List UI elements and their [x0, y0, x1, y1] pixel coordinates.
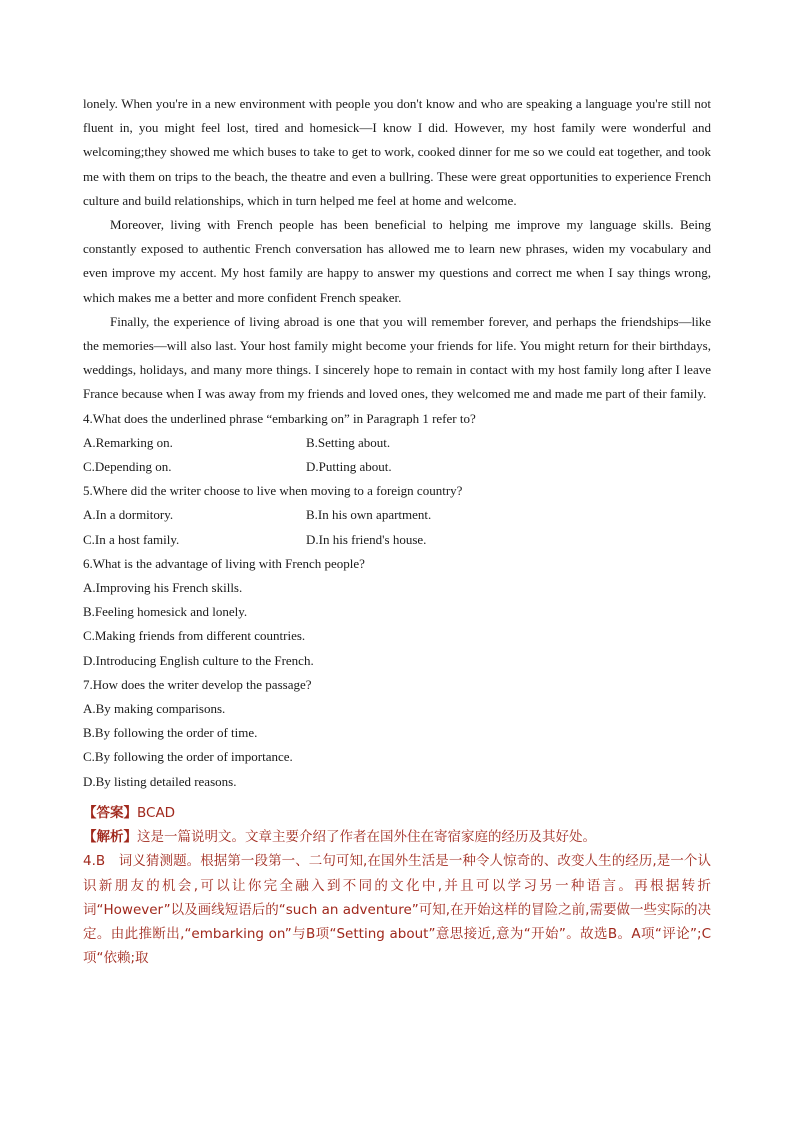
options-row — [83, 455, 711, 479]
analysis-label: 【解析】 — [83, 829, 137, 846]
option-b: B.By following the order of time. — [83, 725, 258, 741]
option-d: D.In his friend's house. — [306, 531, 427, 547]
question-stem: 4.What does the underlined phrase “embarking on” in Paragraph 1 refer to? — [83, 410, 476, 426]
passage-paragraph-2: Moreover, living with French people has been beneficial to helping me improve my language skills. Being constantly exposed to authentic French conversation has allowed me to learn new phrases, widen my vocabulary and even improve my accent. My host family are happy to answer my questions and correct me when I say things wrong, which makes me a better and more confident French speaker. — [83, 217, 711, 305]
answer-value: BCAD — [137, 804, 176, 821]
question-5 — [83, 479, 711, 552]
answer-line — [83, 801, 711, 825]
option-b: B.Feeling homesick and lonely. — [83, 604, 248, 620]
option-a: A.By making comparisons. — [83, 701, 226, 717]
option-a: A.Improving his French skills. — [83, 580, 243, 596]
option-c: C.Depending on. — [83, 459, 172, 475]
option-c: C.By following the order of importance. — [83, 749, 293, 765]
passage-paragraph-1: lonely. When you're in a new environment with people you don't know and who are speaking a language you're still not fluent in, you might feel lost, tired and homesick—I know I did. However, my host family were wonderful and welcoming;they showed me which buses to take to get to work, cooked dinner for me so we could eat together, and took me with them on trips to the beach, the theatre and even a bullring. These were great opportunities to experience French culture and build relationships, which in turn helped me feel at home and welcome. — [83, 96, 711, 208]
passage-paragraph-3: Finally, the experience of living abroad is one that you will remember forever, and perhaps the friendships—like the memories—will also last. Your host family might become your friends for life. You might return for their birthdays, weddings, holidays, and many more things. I sincerely hope to remain in contact with my host family long after I leave France because when I was away from my friends and loved ones, they welcomed me and made me part of their family. — [83, 313, 711, 402]
options-row — [83, 431, 711, 455]
analysis-text: 这是一篇说明文。文章主要介绍了作者在国外住在寄宿家庭的经历及其好处。 — [137, 829, 596, 846]
question-stem: 7.How does the writer develop the passage? — [83, 676, 312, 692]
question-stem: 6.What is the advantage of living with French people? — [83, 555, 365, 571]
options-row — [83, 528, 711, 552]
option-b: B.In his own apartment. — [306, 507, 432, 523]
option-d: D.Putting about. — [306, 459, 392, 475]
question-stem: 5.Where did the writer choose to live when moving to a foreign country? — [83, 483, 463, 499]
option-a: A.In a dormitory. — [83, 507, 174, 523]
answer-label: 【答案】 — [83, 804, 137, 821]
document-page — [83, 92, 711, 970]
option-c: C.Making friends from different countries. — [83, 628, 306, 644]
explanation-4: 4.B 词义猜测题。根据第一段第一、二句可知,在国外生活是一种令人惊奇的、改变人生的经历,是一个认识新朋友的机会,可以让你完全融入到不同的文化中,并且可以学习另一种语言。再根据转折词“However”以及画线短语后的“such an adventure”可知,在开始这样的冒险之前,需要做一些实际的决定。由此推断出,“embarking on”与B项“Setting about”意思接近,意为“开始”。故选B。A项“评论”;C项“依赖;取 — [83, 853, 711, 967]
options-row — [83, 503, 711, 527]
option-d: D.Introducing English culture to the French. — [83, 652, 314, 668]
option-c: C.In a host family. — [83, 531, 180, 547]
analysis-line — [83, 825, 711, 849]
question-6 — [83, 552, 711, 673]
answer-section — [83, 801, 711, 970]
option-a: A.Remarking on. — [83, 434, 173, 450]
option-d: D.By listing detailed reasons. — [83, 773, 237, 789]
question-7 — [83, 673, 711, 794]
question-4 — [83, 407, 711, 480]
option-b: B.Setting about. — [306, 434, 391, 450]
